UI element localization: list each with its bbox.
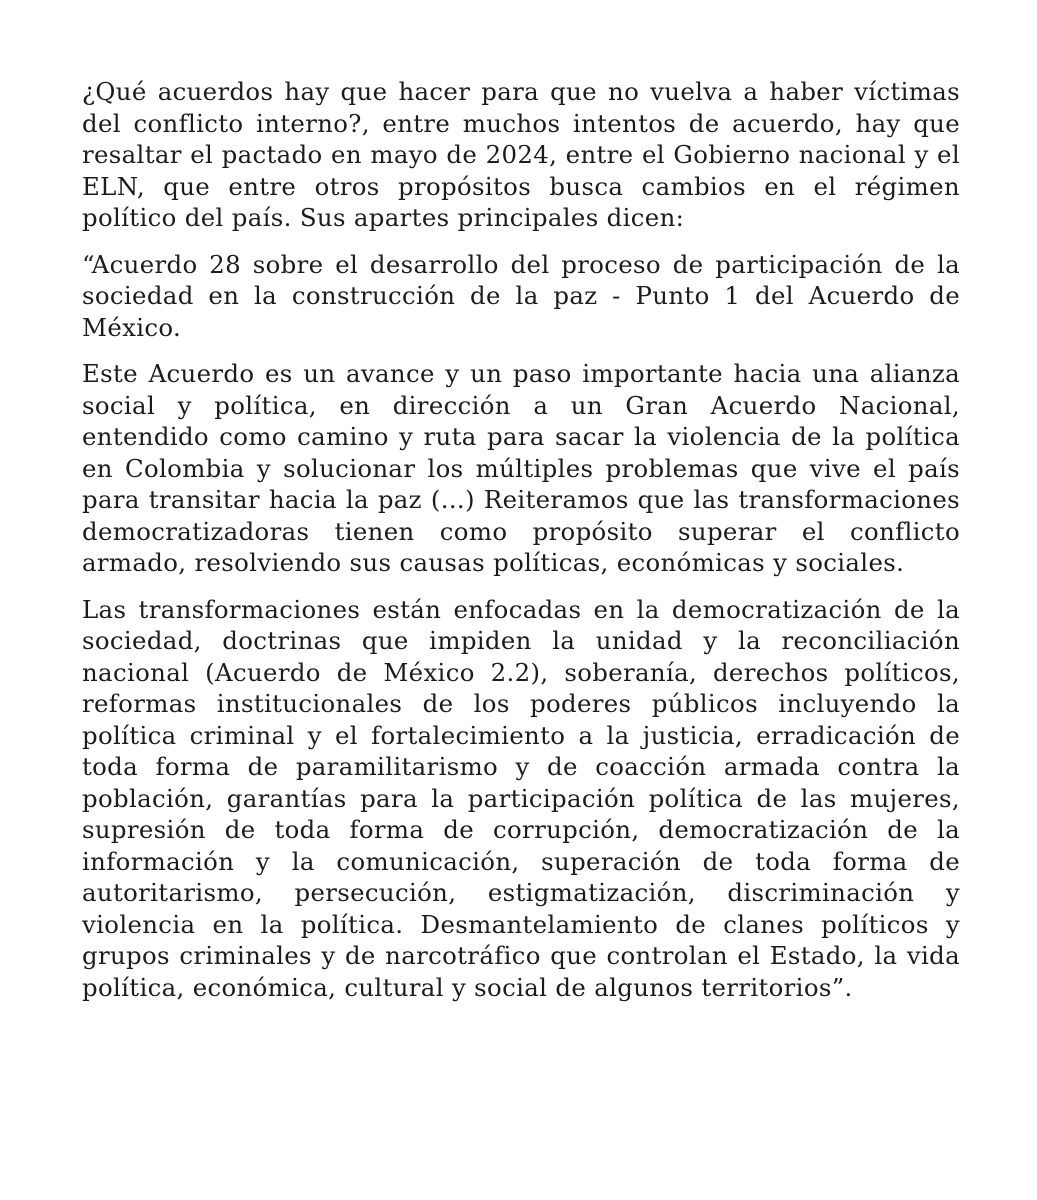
document-body bbox=[82, 76, 960, 1018]
paragraph-agreement-title: “Acuerdo 28 sobre el desarrollo del proceso de participación de la sociedad en la construcción de la paz - Punto 1 del Acuerdo de México. bbox=[82, 249, 960, 342]
paragraph-intro: ¿Qué acuerdos hay que hacer para que no vuelva a haber víctimas del conflicto interno?, entre muchos intentos de acuerdo, hay que resaltar el pactado en mayo de 2024, entre el Gobierno nacional y el ELN, que entre otros propósitos busca cambios en el régimen político del país. Sus apartes principales dicen: bbox=[82, 77, 960, 232]
paragraph-transformations: Las transformaciones están enfocadas en la democratización de la sociedad, doctrinas que impiden la unidad y la reconciliación nacional (Acuerdo de México 2.2), soberanía, derechos políticos, reformas institucionales de los poderes públicos incluyendo la política criminal y el fortalecimiento a la justicia, erradicación de toda forma de paramilitarismo y de coacción armada contra la población, garantías para la participación política de las mujeres, supresión de toda forma de corrupción, democratización de la información y la comunicación, superación de toda forma de autoritarismo, persecución, estigmatización, discriminación y violencia en la política. Desmantelamiento de clanes políticos y grupos criminales y de narcotráfico que controlan el Estado, la vida política, económica, cultural y social de algunos territorios”. bbox=[82, 594, 960, 1002]
paragraph-agreement-advance: Este Acuerdo es un avance y un paso importante hacia una alianza social y política, en dirección a un Gran Acuerdo Nacional, entendido como camino y ruta para sacar la violencia de la política en Colombia y solucionar los múltiples problemas que vive el país para transitar hacia la paz (...) Reiteramos que las transformaciones democratizadoras tienen como propósito superar el conflicto armado, resolviendo sus causas políticas, económicas y sociales. bbox=[82, 359, 960, 577]
